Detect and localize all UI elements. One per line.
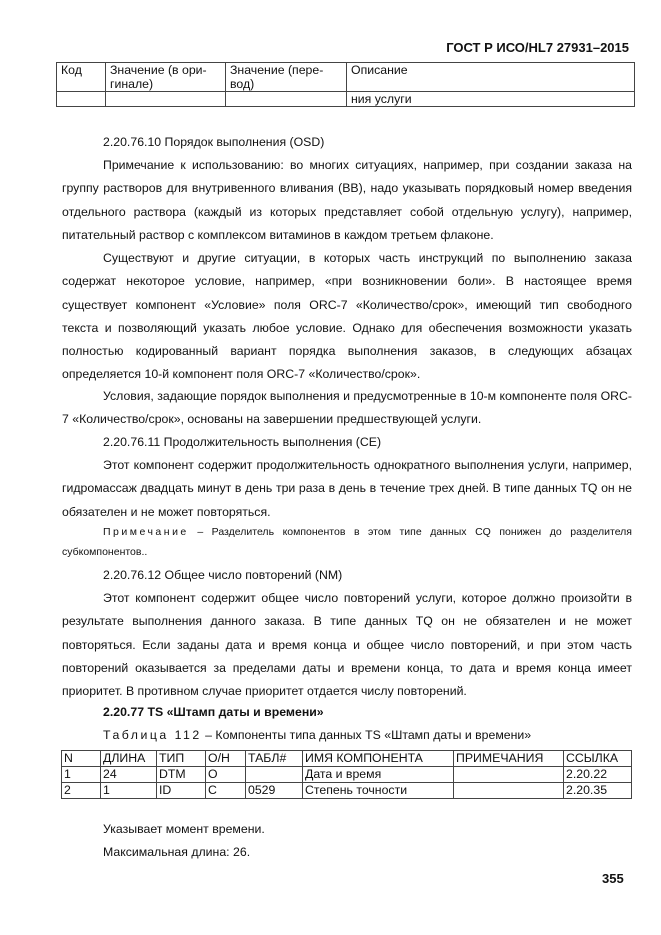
caption-text: – Компоненты типа данных TS «Штамп даты и времени» [201, 728, 532, 742]
table-header-cell: ССЫЛКА [564, 751, 632, 767]
paragraph: Существуют и другие ситуации, в которых часть инструкций по выполнению заказа содержат некоторое условие, например, «при возникновении боли». В настоящее время существует компонент «Условие» поля ORC-7 «Количество/срок», имеющий тип свободного текста и позволяющий указать любое условие. Однако для обеспечения возможности указать полностью кодированный вариант порядка выполнения заказов, в следующих абзацах определяется 10-й компонент поля ORC-7 «Количество/срок». [62, 251, 632, 382]
table-cell [246, 767, 303, 783]
section-heading: 2.20.76.11 Продолжительность выполнения (CE) [103, 435, 382, 449]
table-cell [226, 92, 347, 107]
caption-label: Таблица 112 [103, 728, 202, 742]
table-cell: 0529 [246, 783, 303, 799]
table-header-cell: ТИП [157, 751, 206, 767]
table-cell: ID [157, 783, 206, 799]
table-cell [454, 767, 564, 783]
note-label: Примечание [103, 526, 189, 538]
table-cell: 1 [101, 783, 157, 799]
table-header-cell: ДЛИНА [101, 751, 157, 767]
table-cell: Степень точности [303, 783, 454, 799]
table-cell: O [206, 767, 246, 783]
table-cell: C [206, 783, 246, 799]
section-heading: 2.20.77 TS «Штамп даты и времени» [103, 705, 324, 719]
table-row [62, 783, 632, 799]
table-header-cell: ПРИМЕЧАНИЯ [454, 751, 564, 767]
table-cell [57, 92, 106, 107]
table-header-row [57, 63, 635, 92]
section-heading: 2.20.76.12 Общее число повторений (NM) [103, 568, 343, 582]
paragraph: Условия, задающие порядок выполнения и предусмотренные в 10-м компоненте поля ORC-7 «Количество/срок», основаны на завершении предшествующей услуги. [62, 389, 632, 427]
doc-header: ГОСТ Р ИСО/HL7 27931–2015 [446, 40, 629, 55]
table-cell: Дата и время [303, 767, 454, 783]
paragraph: Этот компонент содержит общее число повторений услуги, которое должно произойти в результате выполнения данного заказа. В типе данных TQ он не обязателен и не может повторяться. Если заданы дата и время конца и общее число повторений, и при этом часть повторений оказывается за пределами даты и времени конца, то дата и время конца имеет приоритет. В противном случае приоритет отдается числу повторений. [62, 591, 632, 699]
section-heading: 2.20.76.10 Порядок выполнения (OSD) [103, 135, 325, 149]
paragraph: Указывает момент времени. [103, 822, 265, 836]
table-header-cell: ИМЯ КОМПОНЕНТА [303, 751, 454, 767]
paragraph: Этот компонент содержит продолжительность однократного выполнения услуги, например, гидромассаж двадцать минут в день три раза в день в течение трех дней. В типе данных TQ он не обязателен и не может повторяться. [62, 458, 632, 519]
paragraph: Максимальная длина: 26. [103, 845, 251, 859]
table-cell: 2.20.35 [564, 783, 632, 799]
values-table-continued [56, 62, 635, 107]
table-header-cell: ТАБЛ# [246, 751, 303, 767]
table-cell: 2 [62, 783, 101, 799]
table-header-cell: N [62, 751, 101, 767]
table-header-cell: Значение (пере-вод) [226, 63, 347, 92]
page-number: 355 [602, 871, 624, 886]
table-row [57, 92, 635, 107]
table-header-cell: Значение (в ори-гинале) [106, 63, 226, 92]
table-cell [454, 783, 564, 799]
table-cell: 24 [101, 767, 157, 783]
table-header-cell: Описание [347, 63, 635, 92]
table-cell: DTM [157, 767, 206, 783]
note [62, 522, 632, 562]
table-header-cell: О/Н [206, 751, 246, 767]
table-header-row [62, 751, 632, 767]
table-cell: 1 [62, 767, 101, 783]
table-header-cell: Код [57, 63, 106, 92]
table-row [62, 767, 632, 783]
table-caption [62, 724, 632, 747]
note-text: – Разделитель компонентов в этом типе данных CQ понижен до разделителя субкомпонентов.. [62, 526, 632, 558]
ts-components-table [61, 750, 632, 799]
table-cell [106, 92, 226, 107]
table-cell: ния услуги [347, 92, 635, 107]
table-cell: 2.20.22 [564, 767, 632, 783]
paragraph: Примечание к использованию: во многих ситуациях, например, при создании заказа на группу растворов для внутривенного вливания (ВВ), надо указывать порядковый номер введения отдельного раствора (каждый из которых представляет собой отдельную услугу), например, питательный раствор с комплексом витаминов в каждом третьем флаконе. [62, 158, 632, 242]
